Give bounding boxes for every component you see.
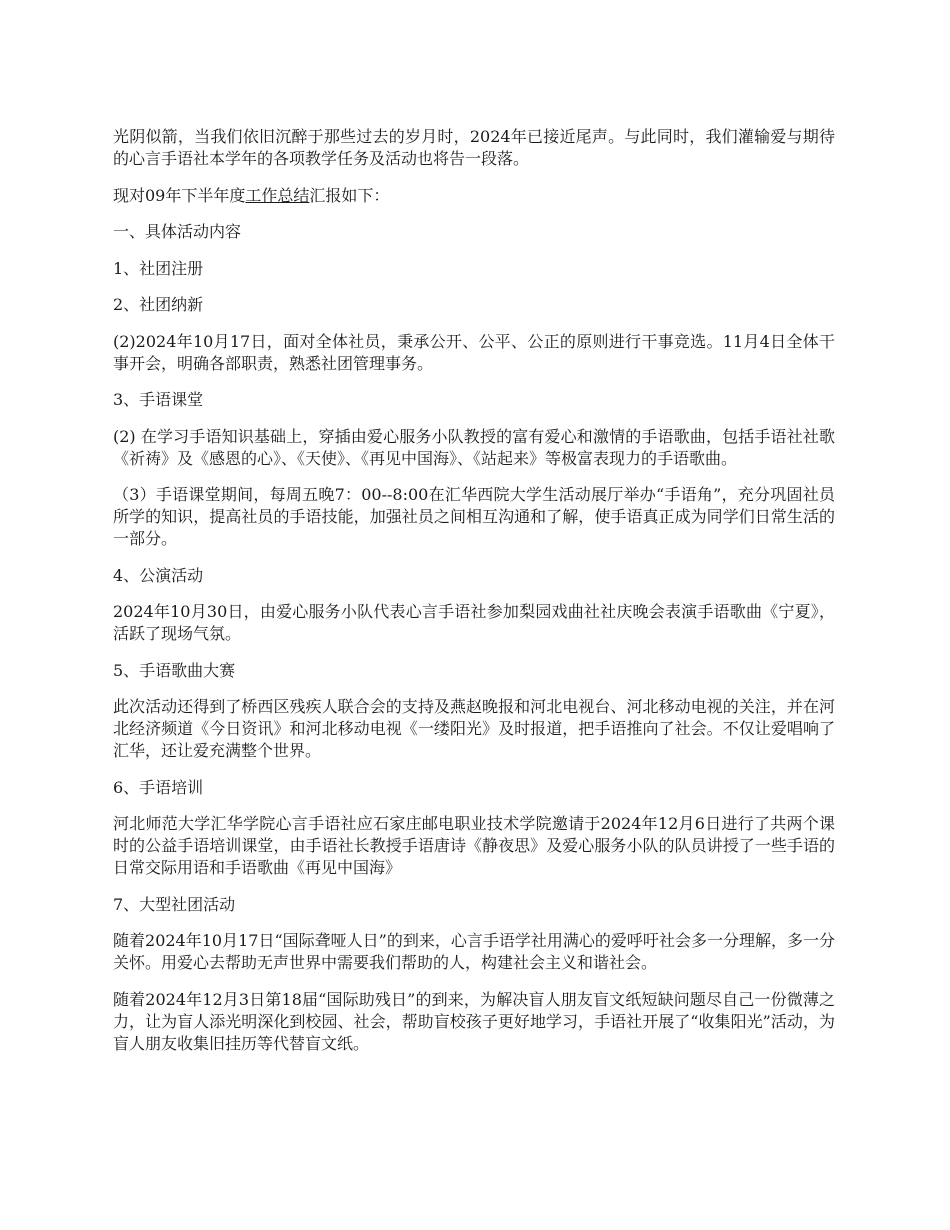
section-heading: 一、具体活动内容 xyxy=(113,222,242,241)
intro-paragraph: 光阴似箭，当我们依旧沉醉于那些过去的岁月时，2024年已接近尾声。与此同时，我们灌输爱与期待的心言手语社本学年的各项教学任务及活动也将告一段落。 xyxy=(113,127,835,168)
report-prefix: 现对09年下半年度 xyxy=(113,185,246,205)
item-heading-major-activity: 7、大型社团活动 xyxy=(113,894,236,914)
report-line xyxy=(113,185,835,207)
report-suffix: 汇报如下： xyxy=(309,185,390,205)
document-body xyxy=(113,126,835,1069)
item-heading-training: 6、手语培训 xyxy=(113,777,204,797)
recruitment-paragraph: (2)2024年10月17日，面对全体社员，秉承公开、公平、公正的原则进行干事竞选。11月4日全体干事开会，明确各部职责，熟悉社团管理事务。 xyxy=(113,331,835,373)
item-heading-contest: 5、手语歌曲大赛 xyxy=(113,660,236,680)
major-activity-paragraph-2: 随着2024年12月3日第18届“国际助残日”的到来，为解决盲人朋友盲文纸短缺问题尽自己一份微薄之力，让为盲人添光明深化到校园、社会，帮助盲校孩子更好地学习，手语社开展了“收集阳光”活动，为盲人朋友收集旧挂历等代替盲文纸。 xyxy=(113,989,835,1053)
work-summary-link[interactable]: 工作总结 xyxy=(245,185,310,205)
item-heading-performance: 4、公演活动 xyxy=(113,565,204,585)
major-activity-paragraph-1: 随着2024年10月17日“国际聋哑人日”的到来，心言手语学社用满心的爱呼吁社会多一分理解，多一分关怀。用爱心去帮助无声世界中需要我们帮助的人，构建社会主义和谐社会。 xyxy=(113,931,835,972)
training-paragraph: 河北师范大学汇华学院心言手语社应石家庄邮电职业技术学院邀请于2024年12月6日进行了共两个课时的公益手语培训课堂，由手语社长教授手语唐诗《静夜思》及爱心服务小队的队员讲授了一些手语的日常交际用语和手语歌曲《再见中国海》 xyxy=(113,814,835,877)
item-heading-classroom: 3、手语课堂 xyxy=(113,390,204,409)
performance-paragraph: 2024年10月30日，由爱心服务小队代表心言手语社参加梨园戏曲社社庆晚会表演手语歌曲《宁夏》，活跃了现场气氛。 xyxy=(113,602,835,643)
item-heading-recruitment: 2、社团纳新 xyxy=(113,295,204,314)
contest-paragraph: 此次活动还得到了桥西区残疾人联合会的支持及燕赵晚报和河北电视台、河北移动电视的关注，并在河北经济频道《今日资讯》和河北移动电视《一缕阳光》及时报道，把手语推向了社会。不仅让爱唱响了汇华，还让爱充满整个世界。 xyxy=(113,697,835,760)
item-heading-registration: 1、社团注册 xyxy=(113,258,204,278)
classroom-paragraph-1: (2) 在学习手语知识基础上，穿插由爱心服务小队教授的富有爱心和激情的手语歌曲，包括手语社社歌《祈祷》及《感恩的心》、《天使》、《再见中国海》、《站起来》等极富表现力的手语歌曲。 xyxy=(113,426,835,468)
classroom-paragraph-2: （3）手语课堂期间，每周五晚7：00--8:00在汇华西院大学生活动展厅举办“手语角”，充分巩固社员所学的知识，提高社员的手语技能，加强社员之间相互沟通和了解，使手语真正成为同学们日常生活的一部分。 xyxy=(113,485,835,548)
